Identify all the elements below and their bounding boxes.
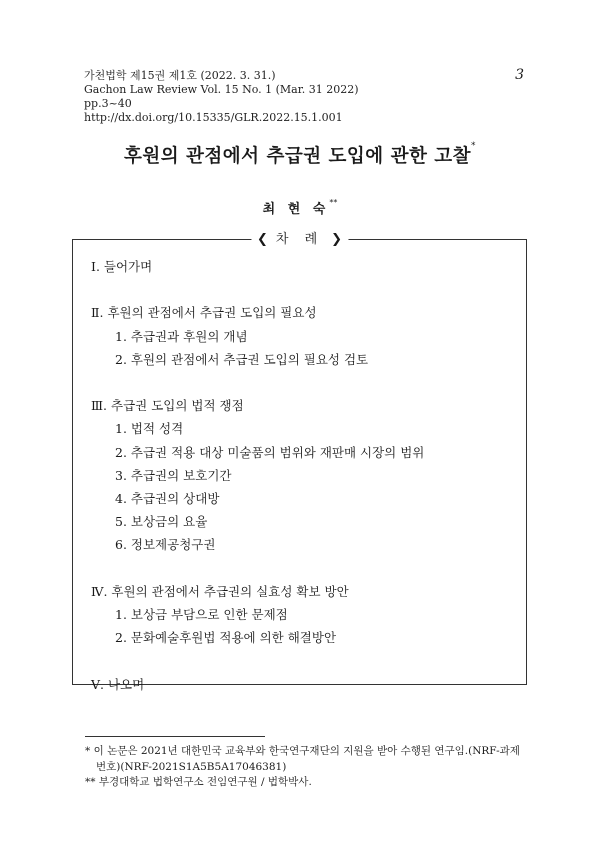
toc-item[interactable]: 1. 보상금 부담으로 인한 문제점: [115, 607, 288, 622]
toc-section-3[interactable]: Ⅲ. 추급권 도입의 법적 쟁점: [91, 398, 244, 414]
toc-section-5[interactable]: Ⅴ. 나오며: [91, 676, 145, 692]
toc-list: [91, 255, 516, 696]
paper-title-text: 후원의 관점에서 추급권 도입에 관한 고찰: [123, 146, 471, 167]
journal-english-citation: Gachon Law Review Vol. 15 No. 1 (Mar. 31 2022): [84, 83, 359, 96]
toc-item[interactable]: 1. 추급권과 후원의 개념: [115, 328, 248, 344]
footnote-1-line-2: 번호)(NRF-2021S1A5B5A17046381): [96, 760, 287, 773]
toc-section-2[interactable]: Ⅱ. 후원의 관점에서 추급권 도입의 필요성: [91, 305, 317, 321]
author-footnote-mark[interactable]: **: [329, 198, 338, 207]
toc-heading: [251, 231, 348, 249]
chevron-right-icon: ❯: [331, 232, 343, 247]
toc-item[interactable]: 4. 추급권의 상대방: [115, 491, 220, 506]
toc-item[interactable]: 2. 문화예술후원법 적용에 의한 해결방안: [115, 630, 337, 646]
toc-item[interactable]: 5. 보상금의 요율: [115, 514, 208, 530]
footnote-1-line-1: * 이 논문은 2021년 대한민국 교육부와 한국연구재단의 지원을 받아 수행된 연구임.(NRF-과제: [85, 745, 520, 757]
title-footnote-mark[interactable]: *: [471, 141, 476, 151]
page-number: 3: [515, 67, 524, 83]
footnote-2: ** 부경대학교 법학연구소 전임연구원 / 법학박사.: [85, 776, 312, 788]
toc-heading-label: 차 례: [275, 232, 324, 247]
toc-item[interactable]: 2. 후원의 관점에서 추급권 도입의 필요성 검토: [115, 351, 369, 367]
footnotes: [85, 744, 525, 791]
toc-item[interactable]: 6. 정보제공청구권: [115, 537, 216, 553]
author: [0, 198, 600, 217]
toc-section-1[interactable]: Ⅰ. 들어가며: [91, 259, 153, 274]
toc-item[interactable]: 3. 추급권의 보호기간: [115, 467, 232, 483]
toc-section-4[interactable]: Ⅳ. 후원의 관점에서 추급권의 실효성 확보 방안: [91, 583, 349, 599]
footnote-1: [85, 744, 525, 775]
paper-title: [0, 142, 600, 168]
table-of-contents: [72, 232, 527, 692]
toc-item[interactable]: 2. 추급권 적용 대상 미술품의 범위와 재판매 시장의 범위: [115, 444, 425, 460]
footnote-divider: [85, 736, 265, 737]
journal-korean-citation: 가천법학 제15권 제1호 (2022. 3. 31.): [84, 69, 276, 82]
page-range: pp.3~40: [84, 97, 132, 110]
journal-header: [84, 69, 359, 125]
chevron-left-icon: ❮: [256, 232, 268, 247]
doi-link[interactable]: http://dx.doi.org/10.15335/GLR.2022.15.1.001: [84, 111, 343, 124]
toc-item[interactable]: 1. 법적 성격: [115, 421, 184, 437]
author-name: 최 현 숙: [262, 202, 330, 217]
